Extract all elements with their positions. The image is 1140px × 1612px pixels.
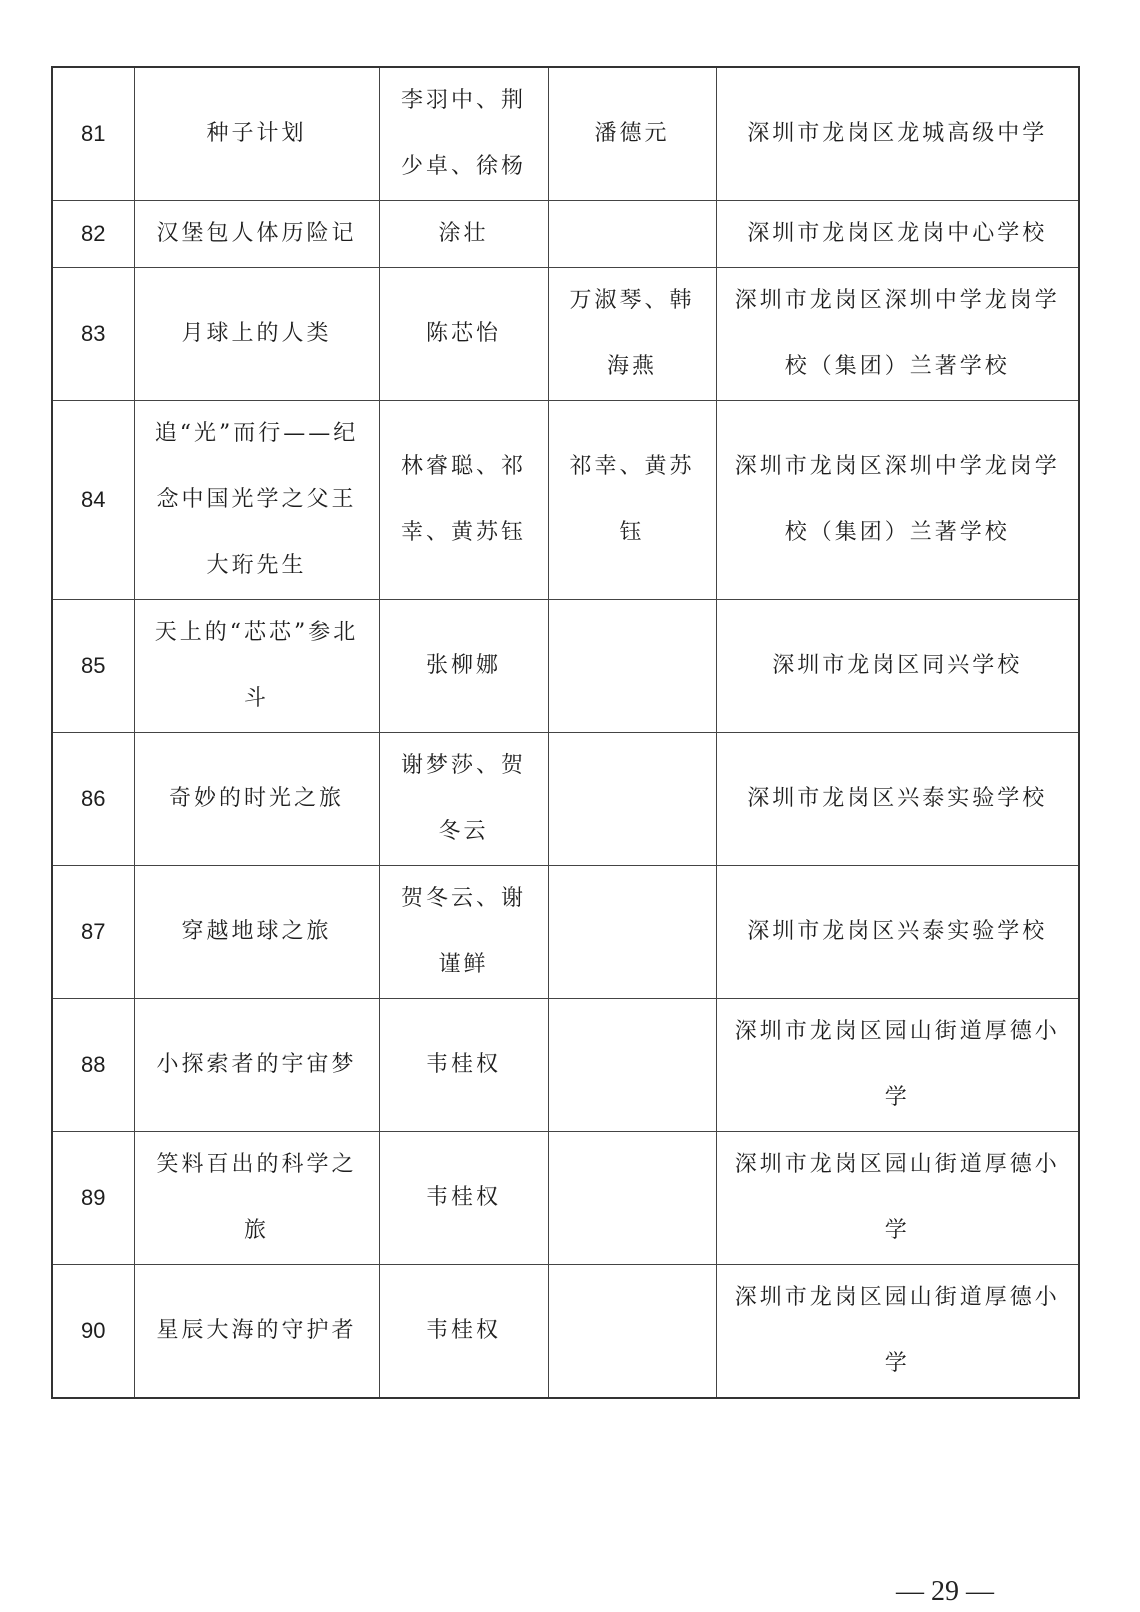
school-unit: 深圳市龙岗区园山街道厚德小学 <box>716 1132 1079 1265</box>
work-title: 追“光”而行——纪念中国光学之父王大珩先生 <box>134 401 379 600</box>
authors: 韦桂权 <box>379 1132 548 1265</box>
school-unit: 深圳市龙岗区园山街道厚德小学 <box>716 1265 1079 1399</box>
work-title: 月球上的人类 <box>134 268 379 401</box>
work-title: 笑料百出的科学之旅 <box>134 1132 379 1265</box>
work-title: 星辰大海的守护者 <box>134 1265 379 1399</box>
table-row <box>52 1265 1079 1399</box>
school-unit: 深圳市龙岗区深圳中学龙岗学校（集团）兰著学校 <box>716 401 1079 600</box>
advisors <box>548 866 716 999</box>
school-unit: 深圳市龙岗区兴泰实验学校 <box>716 733 1079 866</box>
authors: 李羽中、荆少卓、徐杨 <box>379 67 548 201</box>
school-unit: 深圳市龙岗区龙城高级中学 <box>716 67 1079 201</box>
table-body <box>52 67 1079 1398</box>
row-number: 90 <box>52 1265 134 1399</box>
advisors <box>548 600 716 733</box>
award-list-table <box>51 66 1080 1399</box>
authors: 韦桂权 <box>379 999 548 1132</box>
advisors: 万淑琴、韩海燕 <box>548 268 716 401</box>
work-title: 穿越地球之旅 <box>134 866 379 999</box>
row-number: 87 <box>52 866 134 999</box>
row-number: 81 <box>52 67 134 201</box>
advisors <box>548 201 716 268</box>
school-unit: 深圳市龙岗区兴泰实验学校 <box>716 866 1079 999</box>
authors: 谢梦莎、贺冬云 <box>379 733 548 866</box>
advisors: 潘德元 <box>548 67 716 201</box>
work-title: 小探索者的宇宙梦 <box>134 999 379 1132</box>
authors: 张柳娜 <box>379 600 548 733</box>
authors: 涂壮 <box>379 201 548 268</box>
advisors <box>548 999 716 1132</box>
advisors <box>548 1265 716 1399</box>
school-unit: 深圳市龙岗区深圳中学龙岗学校（集团）兰著学校 <box>716 268 1079 401</box>
row-number: 82 <box>52 201 134 268</box>
work-title: 奇妙的时光之旅 <box>134 733 379 866</box>
row-number: 88 <box>52 999 134 1132</box>
row-number: 83 <box>52 268 134 401</box>
authors: 陈芯怡 <box>379 268 548 401</box>
table-row <box>52 268 1079 401</box>
table-row <box>52 401 1079 600</box>
school-unit: 深圳市龙岗区龙岗中心学校 <box>716 201 1079 268</box>
page-number: — 29 — <box>896 1576 994 1607</box>
authors: 韦桂权 <box>379 1265 548 1399</box>
table-row <box>52 67 1079 201</box>
authors: 林睿聪、祁幸、黄苏钰 <box>379 401 548 600</box>
table-row <box>52 999 1079 1132</box>
advisors: 祁幸、黄苏钰 <box>548 401 716 600</box>
authors: 贺冬云、谢谨鲜 <box>379 866 548 999</box>
table-row <box>52 201 1079 268</box>
row-number: 85 <box>52 600 134 733</box>
advisors <box>548 733 716 866</box>
work-title: 天上的“芯芯”参北斗 <box>134 600 379 733</box>
school-unit: 深圳市龙岗区园山街道厚德小学 <box>716 999 1079 1132</box>
row-number: 84 <box>52 401 134 600</box>
school-unit: 深圳市龙岗区同兴学校 <box>716 600 1079 733</box>
table-row <box>52 866 1079 999</box>
table-row <box>52 1132 1079 1265</box>
row-number: 89 <box>52 1132 134 1265</box>
table-row <box>52 600 1079 733</box>
table-row <box>52 733 1079 866</box>
row-number: 86 <box>52 733 134 866</box>
work-title: 种子计划 <box>134 67 379 201</box>
advisors <box>548 1132 716 1265</box>
work-title: 汉堡包人体历险记 <box>134 201 379 268</box>
